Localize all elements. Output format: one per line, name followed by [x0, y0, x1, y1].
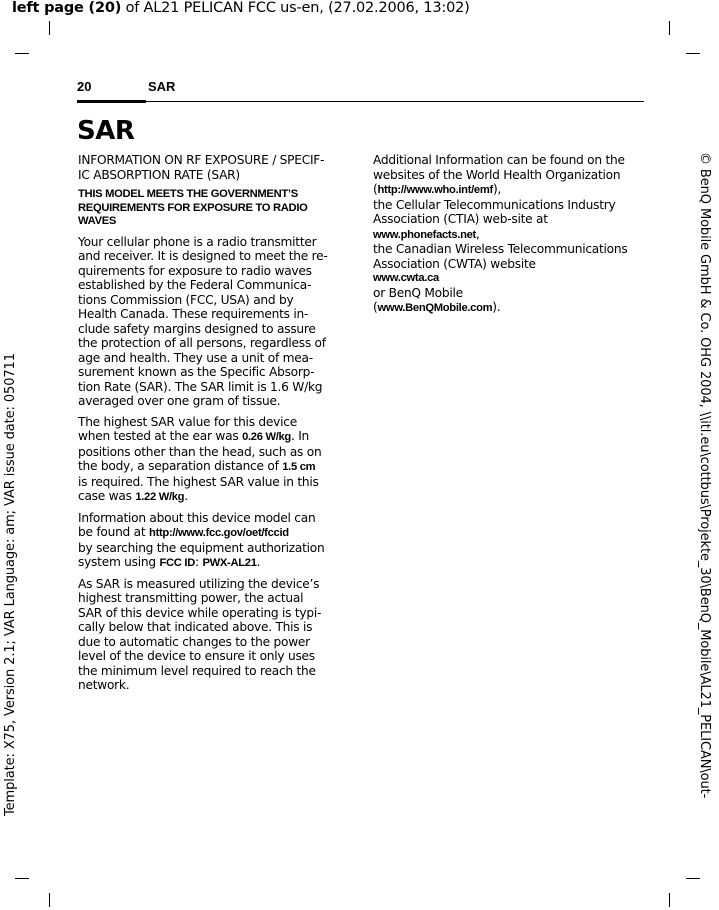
crop-mark	[49, 893, 50, 907]
text-run: the body, a separation distance of	[78, 459, 283, 473]
fcc-url: http://www.fcc.gov/oet/fccid	[149, 527, 289, 539]
text-line: the Cellular Telecommunications Industry	[373, 197, 616, 212]
sar-body-value: 1.22 W/kg	[135, 491, 185, 503]
text-line: Your cellular phone is a radio transmitter	[78, 234, 317, 249]
text-run: (	[373, 182, 378, 196]
text-run: . In	[290, 429, 310, 443]
text-line: the protection of all persons, regardless of	[78, 336, 326, 350]
text-line: Association (CTIA) web-site at	[373, 212, 548, 226]
crop-mark	[669, 21, 670, 35]
text-line: Information about this device model can	[78, 510, 316, 525]
text-line: tions Commission (FCC, USA) and by	[78, 292, 294, 307]
text-line: positions other than the head, such as on	[78, 444, 322, 459]
paragraph-additional-info	[373, 153, 643, 316]
text-line: the minimum level required to reach the	[78, 663, 316, 678]
text-line: or BenQ Mobile	[373, 285, 463, 300]
paragraph-sar-values	[78, 415, 346, 505]
cwta-url: www.cwta.ca	[373, 272, 439, 284]
print-header-info: of AL21 PELICAN FCC us-en, (27.02.2006, 13:02)	[121, 0, 470, 16]
text-line: Additional Information can be found on the	[373, 153, 625, 167]
text-line	[78, 459, 346, 475]
text-line: IC ABSORPTION RATE (SAR)	[78, 167, 240, 182]
text-line	[373, 300, 643, 316]
text-line: averaged over one gram of tissue.	[78, 394, 281, 408]
text-line	[78, 525, 346, 541]
text-line	[373, 227, 643, 243]
text-run: system using	[78, 555, 160, 569]
left-column	[78, 153, 346, 699]
text-line	[373, 182, 643, 198]
text-line: surement known as the Specific Absorp-	[78, 365, 315, 379]
text-line	[78, 555, 346, 571]
text-line: is required. The highest SAR value in this	[78, 474, 319, 489]
crop-mark	[686, 53, 700, 54]
print-header-page: left page (20)	[12, 0, 122, 16]
who-url: http://www.who.int/emf	[377, 184, 493, 196]
ctia-url: www.phonefacts.net	[373, 228, 476, 241]
text-run: ),	[492, 182, 502, 196]
text-line: quirements for exposure to radio waves	[78, 263, 312, 278]
sar-ear-value: 0.26 W/kg	[242, 431, 291, 443]
template-sidebar	[3, 26, 23, 816]
copyright-sidebar	[694, 152, 714, 907]
text-run: be found at	[78, 525, 150, 539]
header-rule-thin	[146, 101, 644, 102]
fcc-id-value: PWX-AL21	[202, 557, 257, 569]
text-line: INFORMATION ON RF EXPOSURE / SPECIF-	[78, 153, 325, 167]
running-title: SAR	[148, 79, 176, 94]
text-run: :	[194, 555, 203, 569]
text-line: by searching the equipment authorization	[78, 540, 325, 555]
header-rule-thick	[77, 100, 146, 103]
text-run: .	[184, 489, 188, 503]
intro-paragraph	[78, 153, 346, 182]
text-line: and receiver. It is designed to meet the re-	[78, 249, 328, 263]
fcc-id-label: FCC ID	[159, 557, 195, 569]
text-line: highest transmitting power, the actual	[78, 591, 304, 605]
crop-mark	[669, 893, 670, 907]
text-run: case was	[78, 489, 136, 503]
right-column	[373, 153, 643, 322]
text-line: Health Canada. These requirements in-	[78, 307, 309, 321]
benq-url: www.BenQMobile.com	[377, 302, 493, 314]
copyright-info: © BenQ Mobile GmbH & Co. OHG 2004, \\itl.eu\cottbus\Projekte_30\BenQ_Mobile\AL21_PELICAN\out-	[697, 152, 712, 799]
text-line: tion Rate (SAR). The SAR limit is 1.6 W/kg	[78, 379, 323, 394]
text-line: The highest SAR value for this device	[78, 414, 297, 429]
text-line: As SAR is measured utilizing the device’s	[78, 576, 320, 591]
text-line: due to automatic changes to the power	[78, 634, 310, 649]
page-title: SAR	[77, 116, 135, 146]
paragraph-fcc-info	[78, 511, 346, 571]
text-line: REQUIREMENTS FOR EXPOSURE TO RADIO	[78, 201, 308, 214]
text-line: cally below that indicated above. This is	[78, 620, 313, 634]
text-run: ).	[492, 300, 501, 314]
text-run: ,	[475, 226, 480, 241]
crop-mark	[15, 878, 29, 879]
text-line: WAVES	[78, 215, 117, 227]
text-line: websites of the World Health Organization	[373, 167, 621, 182]
paragraph-transmitter	[78, 235, 346, 409]
text-run: (	[373, 300, 378, 314]
text-line: established by the Federal Communica-	[78, 278, 312, 292]
page-number: 20	[77, 79, 92, 94]
text-line: clude safety margins designed to assure	[78, 321, 316, 336]
text-line: Association (CWTA) website	[373, 256, 536, 271]
text-line: SAR of this device while operating is typi-	[78, 605, 322, 620]
requirements-heading	[78, 188, 346, 229]
text-line: THIS MODEL MEETS THE GOVERNMENT’S	[78, 188, 298, 200]
template-info: Template: X75, Version 2.1; VAR Language: am; VAR issue date: 050711	[3, 353, 18, 816]
text-line	[78, 429, 346, 445]
print-header	[12, 0, 470, 16]
text-run: .	[256, 555, 261, 569]
text-line: age and health. They use a unit of mea-	[78, 350, 313, 365]
separation-distance: 1.5 cm	[282, 461, 316, 473]
text-line	[78, 489, 346, 505]
paragraph-transmitting-power	[78, 577, 346, 693]
crop-mark	[49, 21, 50, 35]
text-line: the Canadian Wireless Telecommunications	[373, 242, 628, 256]
text-line: level of the device to ensure it only uses	[78, 649, 315, 663]
text-line: network.	[78, 678, 130, 692]
text-run: when tested at the ear was	[78, 429, 243, 443]
